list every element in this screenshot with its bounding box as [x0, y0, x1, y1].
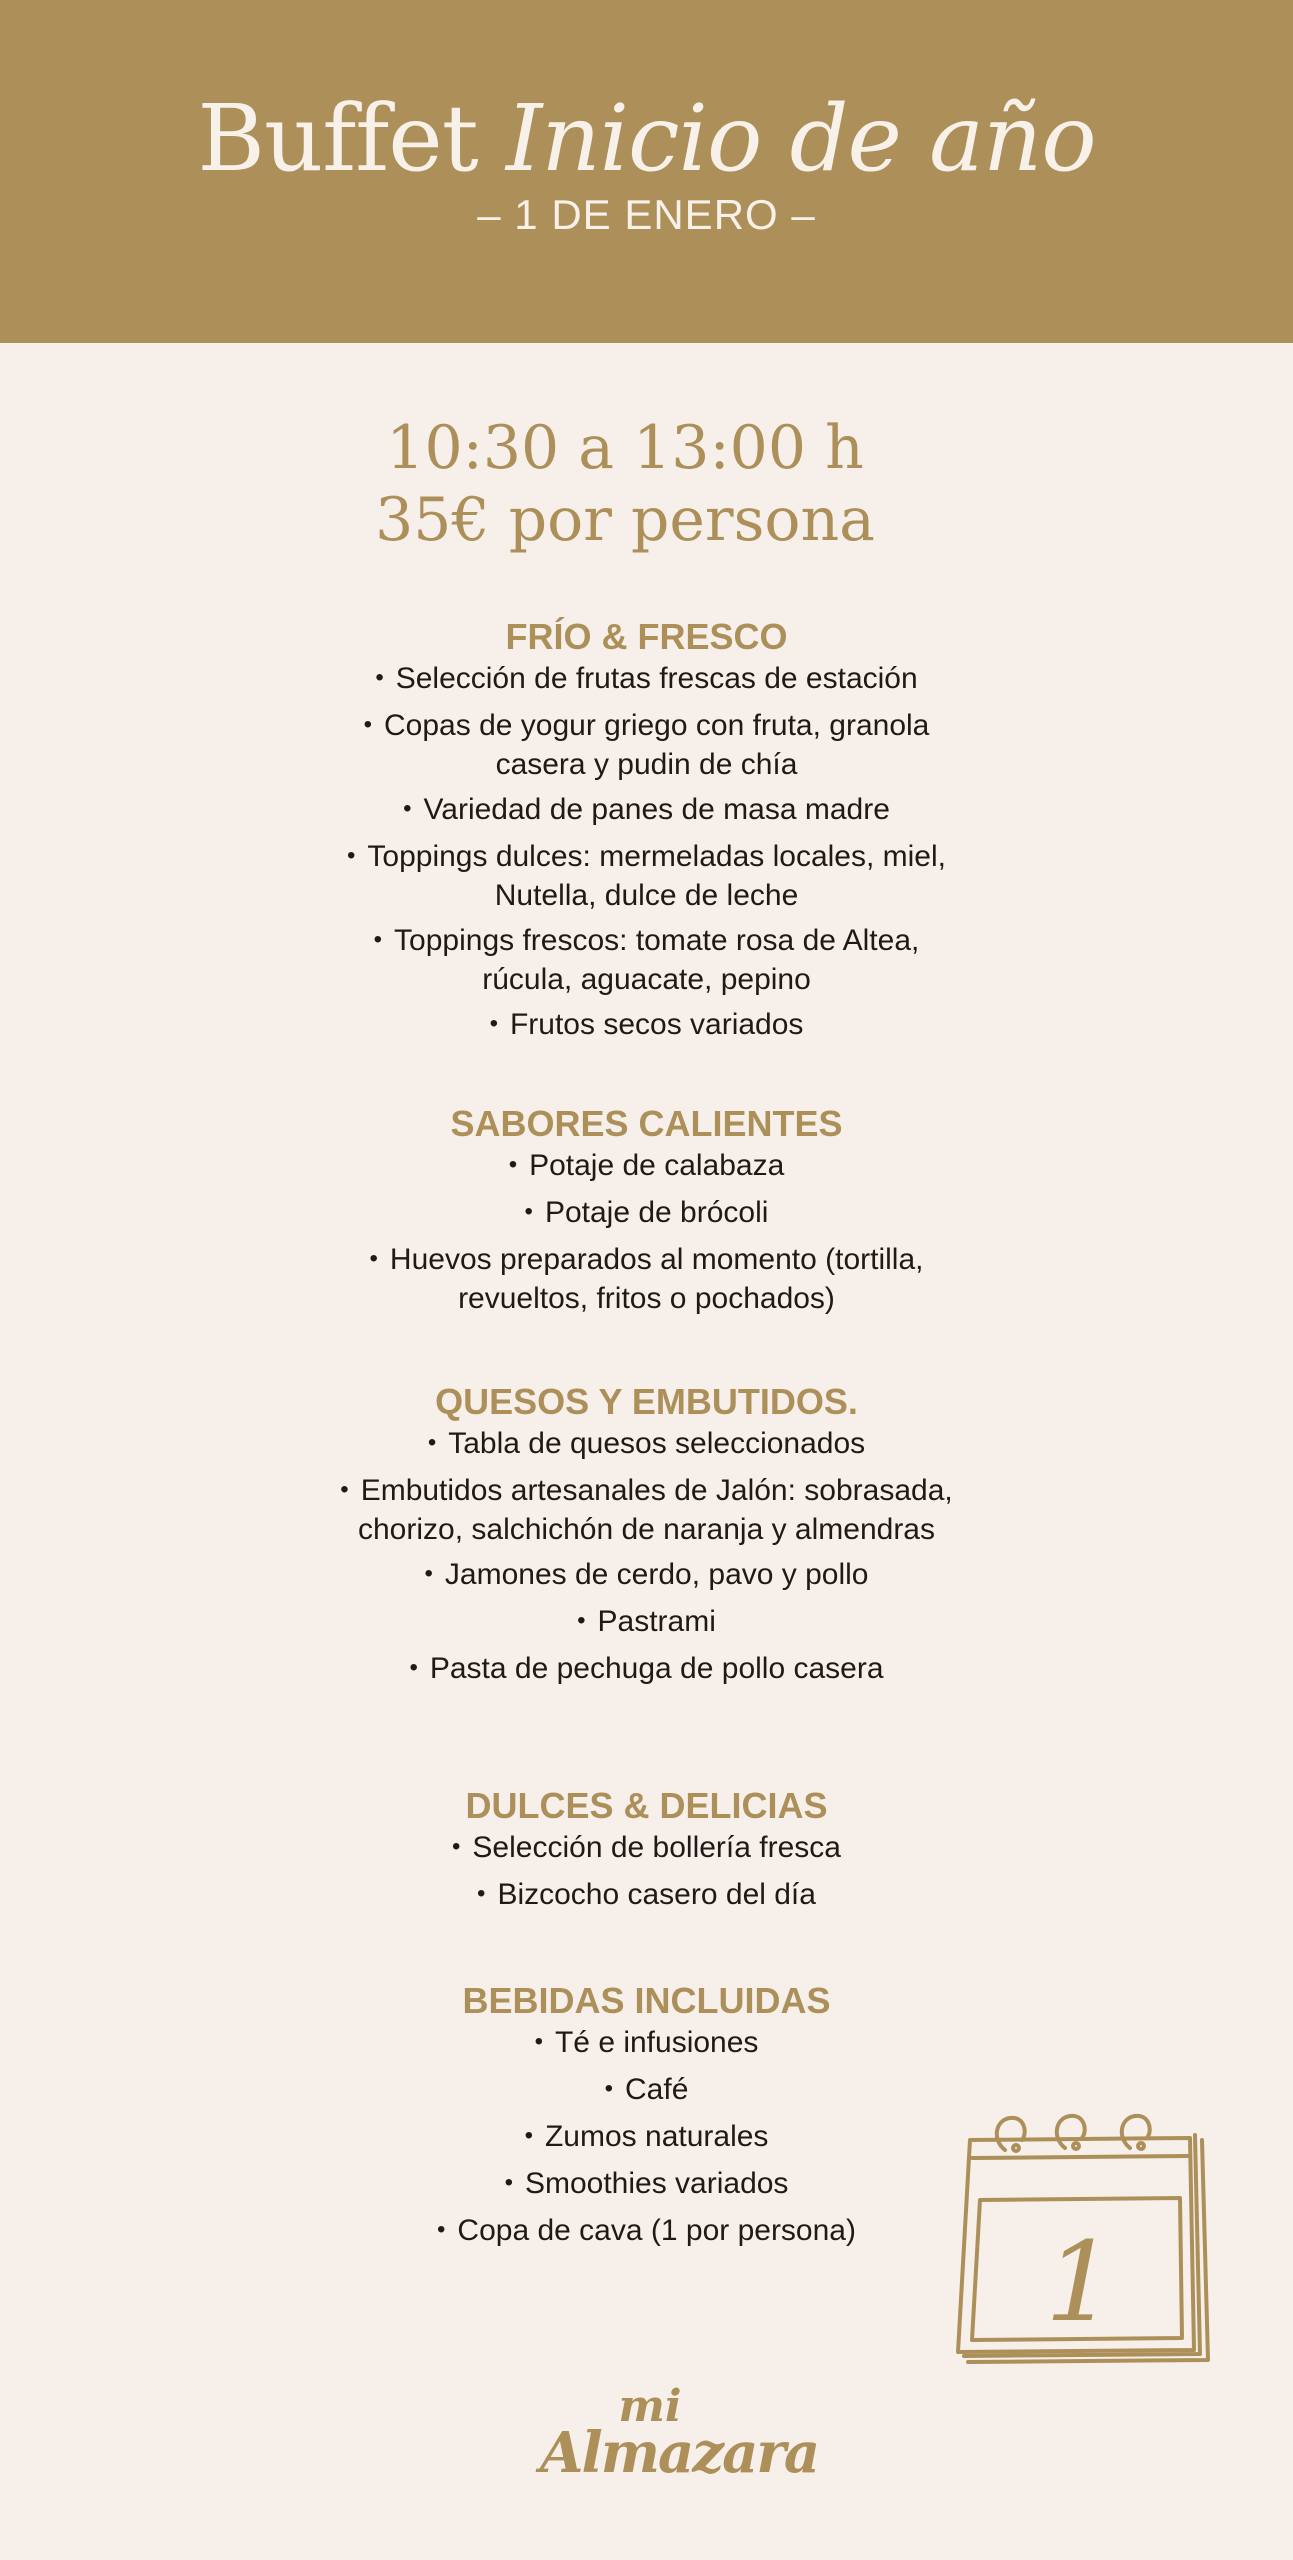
- list-item: • Jamones de cerdo, pavo y pollo: [424, 1558, 869, 1591]
- title-italic: Inicio de año: [505, 85, 1096, 192]
- list-item: • Smoothies variados: [504, 2167, 789, 2200]
- section-frio-fresco: [0, 614, 1293, 1053]
- section-title: BEBIDAS INCLUIDAS: [462, 1980, 831, 2021]
- list-item: • Toppings dulces: mermeladas locales, miel, Nutella, dulce de leche: [346, 840, 946, 912]
- list-item: • Copas de yogur griego con fruta, granola casera y pudin de chía: [363, 709, 930, 781]
- page-title: [0, 84, 1293, 194]
- list-item: • Variedad de panes de masa madre: [403, 793, 890, 826]
- section-quesos-embutidos: [0, 1379, 1293, 1697]
- header-banner: [0, 0, 1293, 343]
- price: 35€ por persona: [375, 485, 875, 555]
- section-dulces-delicias: [0, 1783, 1293, 1923]
- list-item: • Embutidos artesanales de Jalón: sobrasada, chorizo, salchichón de naranja y almendras: [340, 1474, 953, 1546]
- section-title: SABORES CALIENTES: [450, 1103, 843, 1144]
- list-item: • Potaje de calabaza: [508, 1149, 785, 1182]
- list-item: • Selección de frutas frescas de estación: [375, 662, 918, 695]
- list-item: • Pasta de pechuga de pollo casera: [409, 1652, 884, 1685]
- logo-brand: Almazara: [540, 2420, 819, 2486]
- list-item: • Pastrami: [577, 1605, 716, 1638]
- section-title: DULCES & DELICIAS: [465, 1785, 828, 1826]
- list-item: • Zumos naturales: [524, 2120, 769, 2153]
- list-item: • Toppings frescos: tomate rosa de Altea, rúcula, aguacate, pepino: [373, 924, 920, 996]
- section-title: QUESOS Y EMBUTIDOS.: [435, 1381, 858, 1422]
- brand-logo: [540, 2381, 819, 2505]
- item-list: [0, 1829, 1293, 1915]
- schedule-info: [0, 412, 1250, 556]
- list-item: • Potaje de brócoli: [524, 1196, 769, 1229]
- time-range: 10:30 a 13:00 h: [386, 413, 864, 483]
- section-title: FRÍO & FRESCO: [505, 616, 788, 657]
- list-item: • Frutos secos variados: [489, 1008, 804, 1041]
- list-item: • Bizcocho casero del día: [477, 1878, 816, 1911]
- logo-mi: mi: [618, 2381, 682, 2432]
- date-subtitle: – 1 DE ENERO –: [477, 191, 816, 238]
- list-item: • Selección de bollería fresca: [452, 1831, 841, 1864]
- item-list: [0, 660, 1293, 1045]
- list-item: • Café: [604, 2073, 689, 2106]
- calendar-day: 1: [1045, 2218, 1115, 2346]
- title-plain: Buffet: [197, 85, 478, 192]
- list-item: • Copa de cava (1 por persona): [437, 2214, 856, 2247]
- list-item: • Tabla de quesos seleccionados: [427, 1427, 866, 1460]
- calendar-icon: [950, 2110, 1220, 2375]
- section-sabores-calientes: [0, 1101, 1293, 1325]
- item-list: [0, 1425, 1293, 1689]
- list-item: • Huevos preparados al momento (tortilla, revueltos, fritos o pochados): [369, 1243, 924, 1315]
- list-item: • Té e infusiones: [534, 2026, 759, 2059]
- item-list: [0, 1147, 1293, 1317]
